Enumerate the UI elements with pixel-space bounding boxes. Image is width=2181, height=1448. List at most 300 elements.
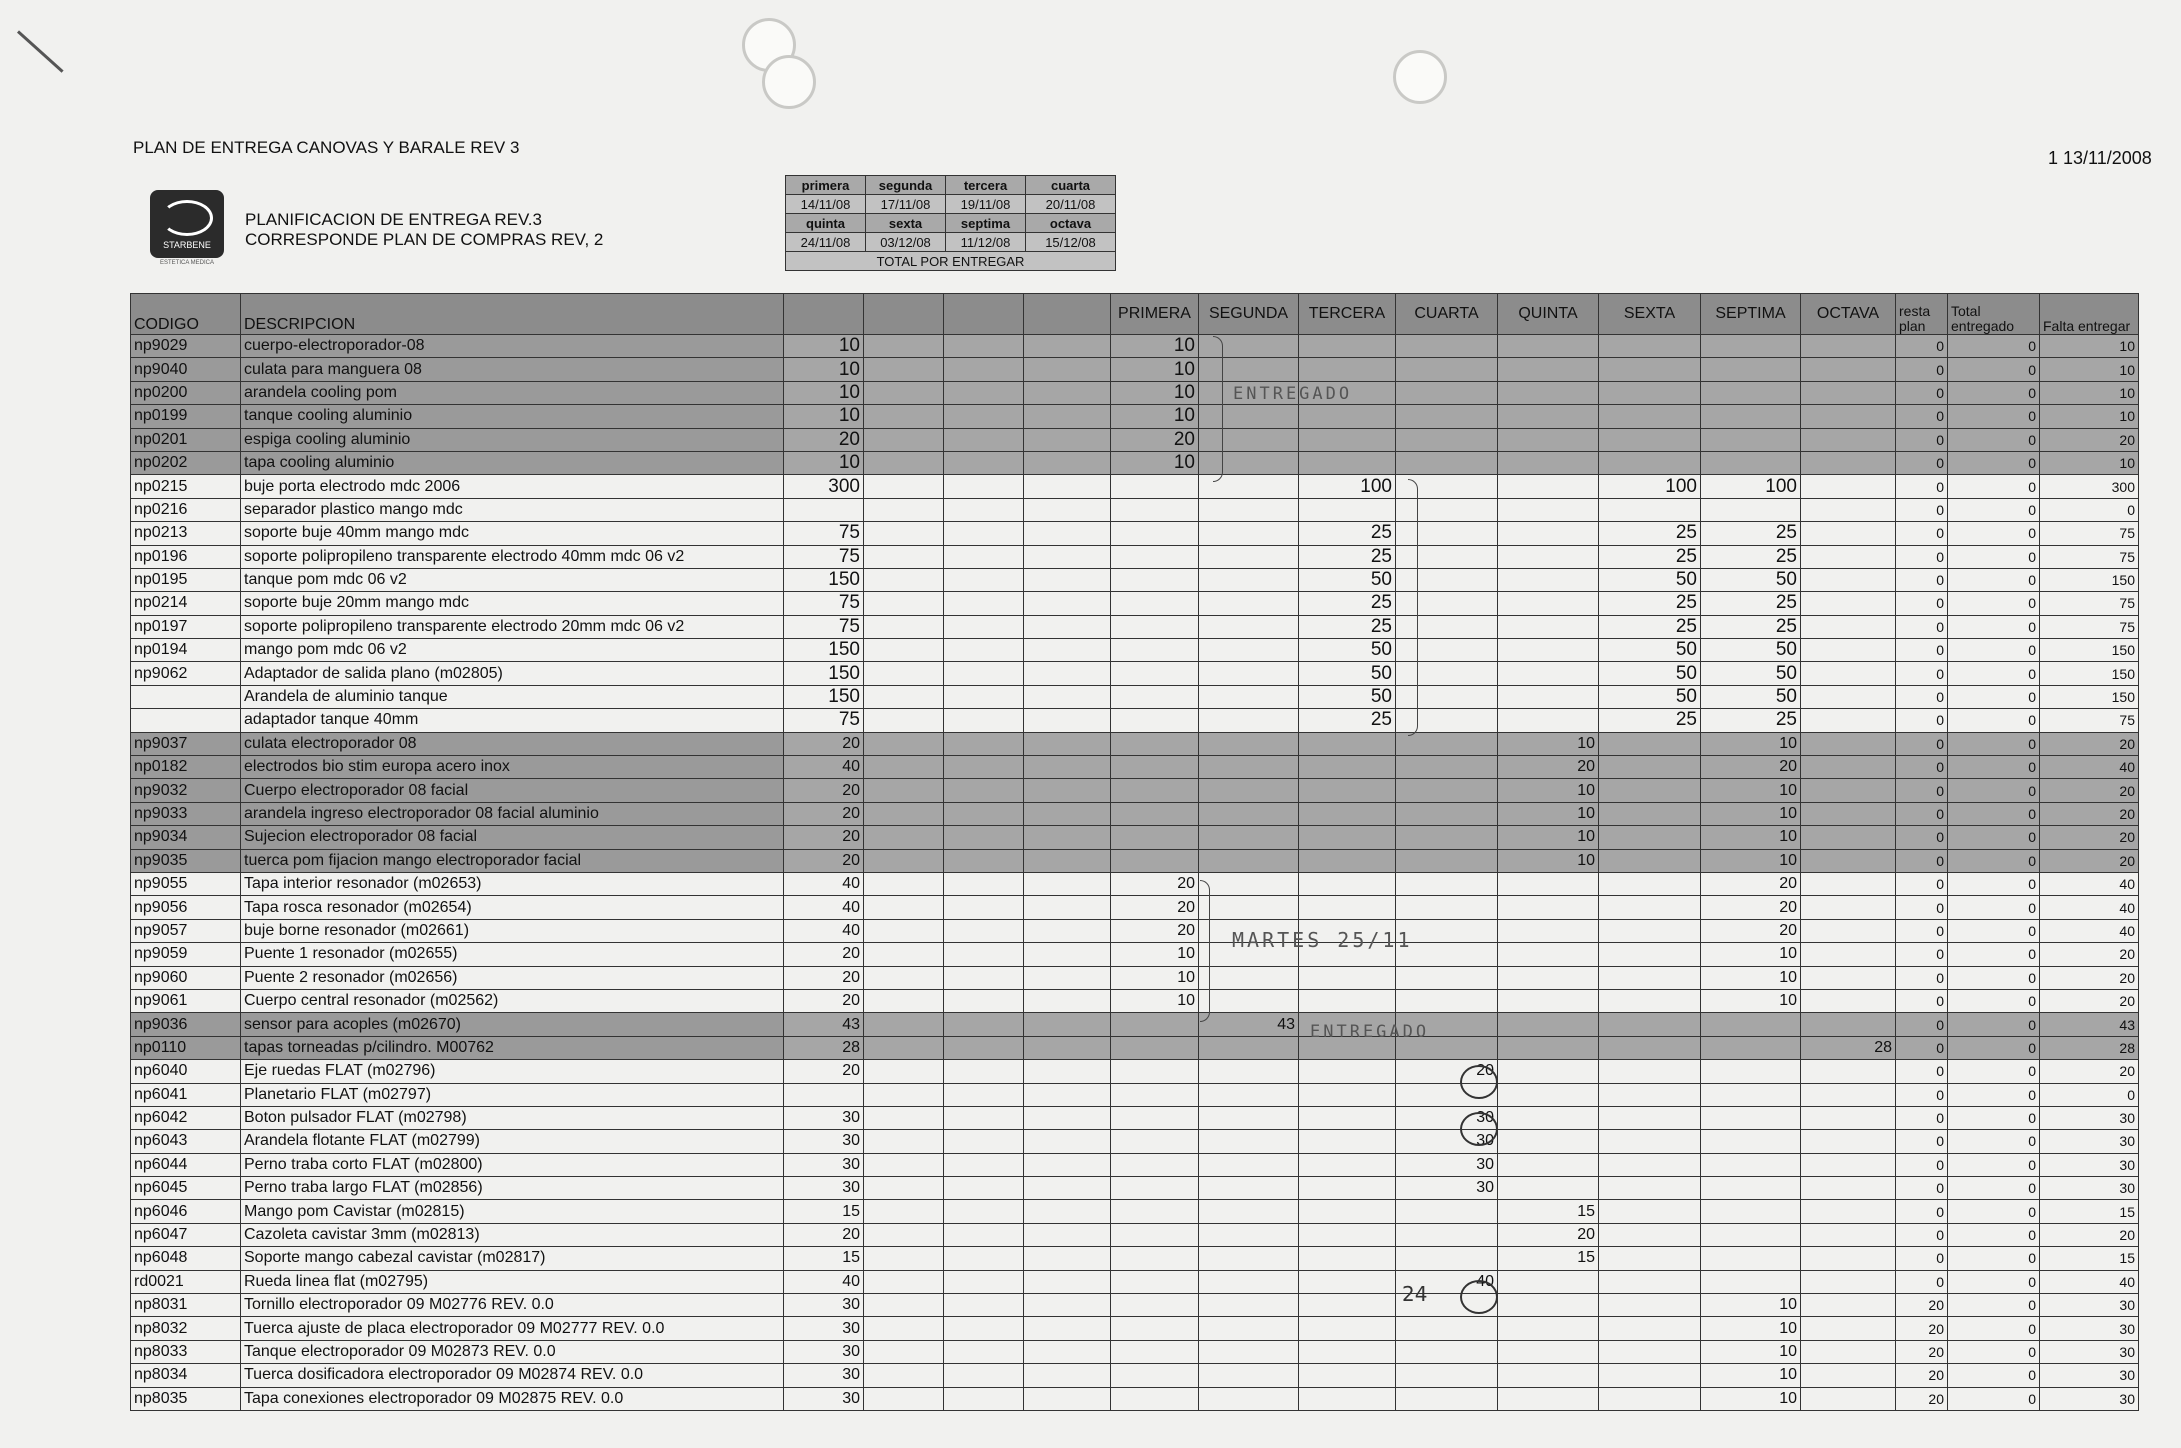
cell-segunda	[1199, 685, 1299, 708]
table-row	[131, 522, 2139, 545]
cell-blank	[1024, 966, 1111, 989]
cell-falta-entregar: 15	[2040, 1247, 2139, 1270]
table-row	[131, 989, 2139, 1012]
cell-sexta	[1599, 1200, 1701, 1223]
cell-octava	[1801, 896, 1896, 919]
cell-cuarta	[1396, 779, 1498, 802]
cell-blank	[944, 358, 1024, 381]
cell-descripcion: separador plastico mango mdc	[241, 498, 784, 521]
cell-total-entregado: 0	[1948, 1270, 2040, 1293]
cell-blank	[864, 1083, 944, 1106]
cell-cantidad: 20	[784, 428, 864, 451]
col-header-octava: OCTAVA	[1801, 294, 1896, 335]
cell-cantidad: 30	[784, 1294, 864, 1317]
cell-total-entregado: 0	[1948, 1340, 2040, 1363]
cell-resta-plan: 0	[1896, 872, 1948, 895]
cell-quinta	[1498, 1387, 1599, 1410]
cell-codigo: np6047	[131, 1223, 241, 1246]
cell-descripcion: Perno traba largo FLAT (m02856)	[241, 1177, 784, 1200]
cell-sexta	[1599, 1387, 1701, 1410]
cell-blank	[1024, 1177, 1111, 1200]
cell-blank	[864, 1340, 944, 1363]
cell-total-entregado: 0	[1948, 779, 2040, 802]
cell-septima	[1701, 1223, 1801, 1246]
cell-cuarta	[1396, 1317, 1498, 1340]
cell-descripcion: Tapa interior resonador (m02653)	[241, 872, 784, 895]
cell-tercera	[1299, 1364, 1396, 1387]
table-row	[131, 1200, 2139, 1223]
cell-sexta	[1599, 732, 1701, 755]
cell-codigo: np0199	[131, 405, 241, 428]
cell-resta-plan: 20	[1896, 1364, 1948, 1387]
cell-blank	[1024, 475, 1111, 498]
cell-blank	[944, 1083, 1024, 1106]
table-row	[131, 1247, 2139, 1270]
cell-sexta	[1599, 919, 1701, 942]
cell-codigo: np8032	[131, 1317, 241, 1340]
cell-primera	[1111, 1223, 1199, 1246]
cell-blank	[1024, 1200, 1111, 1223]
cell-segunda	[1199, 989, 1299, 1012]
cell-cantidad: 10	[784, 405, 864, 428]
cell-quinta: 10	[1498, 826, 1599, 849]
col-header-total-entregado: Total entregado	[1948, 294, 2040, 335]
cell-cantidad: 20	[784, 826, 864, 849]
cell-sexta	[1599, 849, 1701, 872]
cell-total-entregado: 0	[1948, 568, 2040, 591]
schedule-date: 19/11/08	[946, 195, 1026, 214]
schedule-date: 20/11/08	[1026, 195, 1116, 214]
cell-segunda	[1199, 849, 1299, 872]
cell-resta-plan: 0	[1896, 568, 1948, 591]
cell-segunda	[1199, 1200, 1299, 1223]
cell-resta-plan: 0	[1896, 966, 1948, 989]
cell-falta-entregar: 15	[2040, 1200, 2139, 1223]
cell-blank	[1024, 1060, 1111, 1083]
col-header-sexta: SEXTA	[1599, 294, 1701, 335]
cell-sexta	[1599, 1060, 1701, 1083]
cell-septima: 10	[1701, 779, 1801, 802]
cell-total-entregado: 0	[1948, 475, 2040, 498]
cell-descripcion: culata electroporador 08	[241, 732, 784, 755]
cell-codigo: np0195	[131, 568, 241, 591]
handwritten-note: ENTREGADO	[1310, 1022, 1430, 1042]
cell-octava	[1801, 802, 1896, 825]
cell-falta-entregar: 40	[2040, 872, 2139, 895]
cell-blank	[944, 1270, 1024, 1293]
cell-descripcion: Arandela flotante FLAT (m02799)	[241, 1130, 784, 1153]
cell-codigo: np8035	[131, 1387, 241, 1410]
cell-cuarta	[1396, 966, 1498, 989]
cell-resta-plan: 20	[1896, 1387, 1948, 1410]
cell-blank	[864, 592, 944, 615]
cell-tercera	[1299, 1106, 1396, 1129]
cell-tercera	[1299, 826, 1396, 849]
schedule-date: 11/12/08	[946, 233, 1026, 252]
logo-swirl-icon	[161, 200, 213, 236]
cell-octava	[1801, 919, 1896, 942]
cell-total-entregado: 0	[1948, 1200, 2040, 1223]
cell-primera	[1111, 639, 1199, 662]
cell-blank	[944, 615, 1024, 638]
cell-quinta	[1498, 919, 1599, 942]
cell-tercera: 25	[1299, 709, 1396, 732]
cell-cantidad: 150	[784, 568, 864, 591]
cell-quinta	[1498, 989, 1599, 1012]
cell-blank	[1024, 1106, 1111, 1129]
cell-resta-plan: 0	[1896, 1177, 1948, 1200]
cell-septima	[1701, 1153, 1801, 1176]
cell-codigo: np8034	[131, 1364, 241, 1387]
cell-blank	[1024, 709, 1111, 732]
cell-blank	[1024, 358, 1111, 381]
cell-cantidad: 30	[784, 1387, 864, 1410]
cell-descripcion: Perno traba corto FLAT (m02800)	[241, 1153, 784, 1176]
cell-descripcion: Puente 2 resonador (m02656)	[241, 966, 784, 989]
cell-septima: 10	[1701, 1387, 1801, 1410]
schedule-date: 03/12/08	[866, 233, 946, 252]
cell-descripcion: arandela ingreso electroporador 08 facial aluminio	[241, 802, 784, 825]
cell-sexta	[1599, 405, 1701, 428]
cell-descripcion: electrodos bio stim europa acero inox	[241, 756, 784, 779]
cell-cuarta	[1396, 358, 1498, 381]
cell-segunda	[1199, 615, 1299, 638]
cell-resta-plan: 0	[1896, 405, 1948, 428]
cell-tercera	[1299, 335, 1396, 358]
cell-descripcion: tapas torneadas p/cilindro. M00762	[241, 1036, 784, 1059]
cell-blank	[864, 522, 944, 545]
cell-primera	[1111, 1294, 1199, 1317]
cell-cuarta	[1396, 451, 1498, 474]
cell-quinta	[1498, 709, 1599, 732]
cell-septima: 20	[1701, 896, 1801, 919]
cell-blank	[864, 709, 944, 732]
cell-resta-plan: 0	[1896, 896, 1948, 919]
cell-blank	[944, 732, 1024, 755]
cell-cuarta	[1396, 1200, 1498, 1223]
cell-cantidad	[784, 1083, 864, 1106]
cell-blank	[944, 896, 1024, 919]
cell-falta-entregar: 10	[2040, 335, 2139, 358]
cell-resta-plan: 20	[1896, 1317, 1948, 1340]
logo-subtitle: ESTETICA MEDICA	[159, 260, 214, 266]
cell-codigo: np9056	[131, 896, 241, 919]
cell-codigo: np9034	[131, 826, 241, 849]
table-row	[131, 405, 2139, 428]
cell-primera	[1111, 592, 1199, 615]
cell-segunda	[1199, 1060, 1299, 1083]
cell-descripcion: espiga cooling aluminio	[241, 428, 784, 451]
col-header-falta-entregar: Falta entregar	[2040, 294, 2139, 335]
table-row	[131, 966, 2139, 989]
cell-septima: 25	[1701, 522, 1801, 545]
cell-octava	[1801, 615, 1896, 638]
cell-septima	[1701, 1247, 1801, 1270]
cell-blank	[864, 1013, 944, 1036]
col-header-cuarta: CUARTA	[1396, 294, 1498, 335]
cell-codigo: np9062	[131, 662, 241, 685]
col-header-blank	[1024, 294, 1111, 335]
cell-primera	[1111, 1387, 1199, 1410]
cell-cantidad: 150	[784, 662, 864, 685]
cell-primera	[1111, 779, 1199, 802]
cell-cuarta	[1396, 756, 1498, 779]
cell-cantidad: 40	[784, 1270, 864, 1293]
cell-segunda	[1199, 1153, 1299, 1176]
cell-quinta	[1498, 1153, 1599, 1176]
cell-cuarta	[1396, 1387, 1498, 1410]
cell-total-entregado: 0	[1948, 1106, 2040, 1129]
cell-sexta: 50	[1599, 568, 1701, 591]
cell-octava	[1801, 732, 1896, 755]
cell-octava	[1801, 358, 1896, 381]
cell-sexta	[1599, 872, 1701, 895]
cell-cantidad: 15	[784, 1200, 864, 1223]
cell-septima: 25	[1701, 545, 1801, 568]
cell-quinta	[1498, 1013, 1599, 1036]
schedule-name: tercera	[946, 176, 1026, 195]
cell-octava	[1801, 872, 1896, 895]
schedule-date: 24/11/08	[786, 233, 866, 252]
cell-cantidad: 20	[784, 802, 864, 825]
col-header-resta-plan: resta plan	[1896, 294, 1948, 335]
cell-falta-entregar: 40	[2040, 919, 2139, 942]
cell-quinta	[1498, 428, 1599, 451]
cell-resta-plan: 0	[1896, 709, 1948, 732]
cell-falta-entregar: 20	[2040, 1060, 2139, 1083]
cell-resta-plan: 0	[1896, 498, 1948, 521]
cell-blank	[944, 872, 1024, 895]
cell-cantidad: 300	[784, 475, 864, 498]
cell-codigo: np6046	[131, 1200, 241, 1223]
cell-descripcion: soporte buje 40mm mango mdc	[241, 522, 784, 545]
handwritten-brace	[1200, 880, 1210, 1022]
cell-total-entregado: 0	[1948, 1247, 2040, 1270]
cell-blank	[864, 451, 944, 474]
cell-blank	[864, 989, 944, 1012]
cell-cantidad: 75	[784, 615, 864, 638]
table-row	[131, 872, 2139, 895]
cell-tercera: 50	[1299, 685, 1396, 708]
cell-total-entregado: 0	[1948, 1317, 2040, 1340]
table-row	[131, 779, 2139, 802]
cell-descripcion: Arandela de aluminio tanque	[241, 685, 784, 708]
cell-codigo: np0216	[131, 498, 241, 521]
cell-resta-plan: 0	[1896, 1223, 1948, 1246]
cell-blank	[1024, 1130, 1111, 1153]
cell-quinta	[1498, 335, 1599, 358]
cell-primera	[1111, 849, 1199, 872]
cell-falta-entregar: 150	[2040, 568, 2139, 591]
table-row	[131, 335, 2139, 358]
cell-resta-plan: 0	[1896, 826, 1948, 849]
cell-primera	[1111, 615, 1199, 638]
cell-octava	[1801, 1200, 1896, 1223]
cell-tercera	[1299, 849, 1396, 872]
cell-cantidad: 30	[784, 1153, 864, 1176]
cell-primera	[1111, 709, 1199, 732]
cell-blank	[1024, 943, 1111, 966]
cell-codigo: np6044	[131, 1153, 241, 1176]
cell-cuarta	[1396, 381, 1498, 404]
cell-falta-entregar: 30	[2040, 1294, 2139, 1317]
cell-blank	[944, 802, 1024, 825]
col-header-blank	[944, 294, 1024, 335]
cell-tercera	[1299, 1317, 1396, 1340]
cell-blank	[944, 943, 1024, 966]
cell-septima: 10	[1701, 966, 1801, 989]
table-row	[131, 685, 2139, 708]
cell-falta-entregar: 20	[2040, 1223, 2139, 1246]
cell-cantidad: 30	[784, 1177, 864, 1200]
cell-blank	[864, 1130, 944, 1153]
cell-sexta	[1599, 1130, 1701, 1153]
cell-descripcion: soporte polipropileno transparente electrodo 20mm mdc 06 v2	[241, 615, 784, 638]
cell-septima	[1701, 1270, 1801, 1293]
cell-octava	[1801, 966, 1896, 989]
cell-cantidad: 75	[784, 522, 864, 545]
cell-tercera	[1299, 358, 1396, 381]
table-row	[131, 943, 2139, 966]
cell-septima: 100	[1701, 475, 1801, 498]
cell-codigo: np9059	[131, 943, 241, 966]
cell-primera	[1111, 1083, 1199, 1106]
col-header-quinta: QUINTA	[1498, 294, 1599, 335]
cell-blank	[944, 1130, 1024, 1153]
cell-cantidad: 30	[784, 1130, 864, 1153]
table-row	[131, 1294, 2139, 1317]
cell-descripcion: Sujecion electroporador 08 facial	[241, 826, 784, 849]
cell-sexta	[1599, 756, 1701, 779]
cell-septima	[1701, 1177, 1801, 1200]
cell-tercera: 25	[1299, 522, 1396, 545]
cell-septima	[1701, 1083, 1801, 1106]
cell-blank	[1024, 1013, 1111, 1036]
cell-octava	[1801, 826, 1896, 849]
cell-septima: 10	[1701, 1294, 1801, 1317]
cell-septima: 50	[1701, 685, 1801, 708]
cell-blank	[864, 381, 944, 404]
cell-descripcion: Mango pom Cavistar (m02815)	[241, 1200, 784, 1223]
cell-resta-plan: 0	[1896, 592, 1948, 615]
cell-segunda	[1199, 709, 1299, 732]
cell-total-entregado: 0	[1948, 1013, 2040, 1036]
cell-septima: 50	[1701, 662, 1801, 685]
table-row	[131, 1223, 2139, 1246]
cell-resta-plan: 0	[1896, 662, 1948, 685]
cell-sexta	[1599, 1270, 1701, 1293]
table-row	[131, 592, 2139, 615]
cell-blank	[864, 615, 944, 638]
cell-blank	[864, 1036, 944, 1059]
cell-blank	[944, 1364, 1024, 1387]
cell-octava	[1801, 1223, 1896, 1246]
cell-tercera: 50	[1299, 639, 1396, 662]
cell-octava	[1801, 1083, 1896, 1106]
cell-codigo: np0202	[131, 451, 241, 474]
cell-falta-entregar: 150	[2040, 662, 2139, 685]
cell-tercera	[1299, 896, 1396, 919]
cell-octava	[1801, 1270, 1896, 1293]
cell-descripcion: Soporte mango cabezal cavistar (m02817)	[241, 1247, 784, 1270]
cell-codigo: np9057	[131, 919, 241, 942]
cell-total-entregado: 0	[1948, 1177, 2040, 1200]
cell-descripcion: tuerca pom fijacion mango electroporador facial	[241, 849, 784, 872]
cell-quinta	[1498, 1106, 1599, 1129]
cell-blank	[1024, 1223, 1111, 1246]
cell-segunda	[1199, 1340, 1299, 1363]
cell-octava	[1801, 685, 1896, 708]
cell-quinta	[1498, 1177, 1599, 1200]
cell-tercera	[1299, 966, 1396, 989]
handwritten-note: MARTES 25/11	[1232, 928, 1413, 952]
cell-septima	[1701, 381, 1801, 404]
cell-resta-plan: 0	[1896, 358, 1948, 381]
cell-octava	[1801, 522, 1896, 545]
cell-octava	[1801, 1130, 1896, 1153]
cell-falta-entregar: 20	[2040, 732, 2139, 755]
cell-septima	[1701, 1200, 1801, 1223]
cell-quinta	[1498, 405, 1599, 428]
cell-resta-plan: 0	[1896, 335, 1948, 358]
cell-blank	[864, 1223, 944, 1246]
cell-quinta	[1498, 451, 1599, 474]
cell-quinta: 20	[1498, 1223, 1599, 1246]
cell-septima	[1701, 1106, 1801, 1129]
table-row	[131, 1387, 2139, 1410]
company-logo	[150, 190, 224, 258]
cell-cantidad: 20	[784, 849, 864, 872]
cell-cantidad: 20	[784, 1223, 864, 1246]
cell-segunda	[1199, 779, 1299, 802]
cell-falta-entregar: 40	[2040, 896, 2139, 919]
cell-total-entregado: 0	[1948, 662, 2040, 685]
schedule-name: quinta	[786, 214, 866, 233]
cell-blank	[944, 568, 1024, 591]
cell-quinta: 15	[1498, 1247, 1599, 1270]
cell-blank	[1024, 1036, 1111, 1059]
cell-tercera	[1299, 732, 1396, 755]
cell-septima	[1701, 335, 1801, 358]
cell-primera: 10	[1111, 335, 1199, 358]
cell-total-entregado: 0	[1948, 1130, 2040, 1153]
cell-total-entregado: 0	[1948, 1364, 2040, 1387]
cell-falta-entregar: 20	[2040, 826, 2139, 849]
cell-blank	[864, 1106, 944, 1129]
cell-tercera: 25	[1299, 592, 1396, 615]
cell-falta-entregar: 20	[2040, 849, 2139, 872]
cell-septima: 20	[1701, 872, 1801, 895]
cell-resta-plan: 0	[1896, 1200, 1948, 1223]
cell-quinta	[1498, 1036, 1599, 1059]
cell-segunda	[1199, 662, 1299, 685]
cell-falta-entregar: 20	[2040, 802, 2139, 825]
cell-codigo: np6040	[131, 1060, 241, 1083]
cell-blank	[1024, 756, 1111, 779]
cell-total-entregado: 0	[1948, 1387, 2040, 1410]
cell-falta-entregar: 20	[2040, 966, 2139, 989]
cell-resta-plan: 0	[1896, 1130, 1948, 1153]
cell-tercera	[1299, 451, 1396, 474]
cell-primera	[1111, 545, 1199, 568]
cell-cuarta: 30	[1396, 1106, 1498, 1129]
cell-total-entregado: 0	[1948, 989, 2040, 1012]
cell-segunda	[1199, 1083, 1299, 1106]
cell-segunda	[1199, 1270, 1299, 1293]
cell-octava	[1801, 545, 1896, 568]
cell-codigo: np0196	[131, 545, 241, 568]
handwritten-circle	[1460, 1112, 1498, 1146]
